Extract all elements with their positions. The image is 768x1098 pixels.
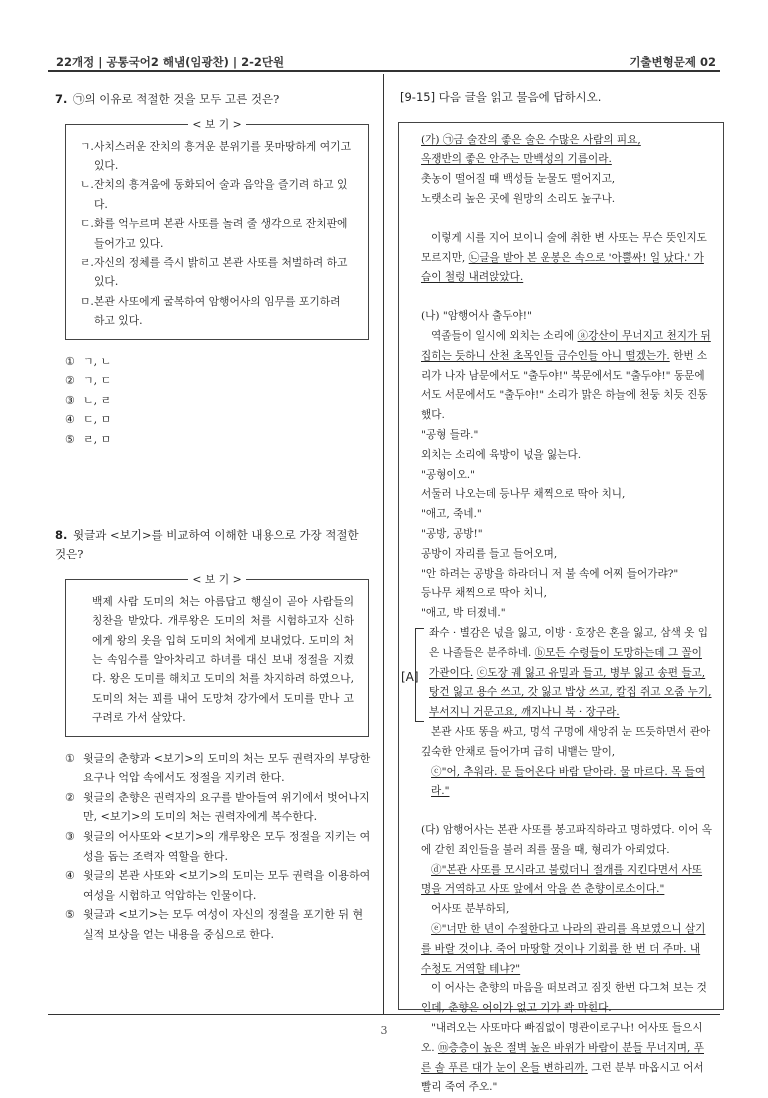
answer-choice[interactable]	[65, 905, 371, 944]
dialogue-line: "애고, 죽네."	[421, 508, 482, 521]
choice-number: ⑤	[65, 908, 75, 922]
question-7	[55, 90, 371, 450]
answer-choice[interactable]	[65, 866, 371, 905]
bogi-item-mark: ㄱ.	[80, 139, 94, 153]
choice-number: ②	[65, 790, 75, 804]
passage-paragraph	[421, 229, 713, 288]
passage-paragraph: 어사또 분부하되,	[431, 903, 510, 916]
bracket-a-line	[415, 628, 424, 722]
bogi-item-text: 화를 억누르며 본관 사또를 놀려 줄 생각으로 잔치판에 들어가고 있다.	[94, 217, 348, 250]
bogi-item	[80, 137, 354, 176]
choice-number: ④	[65, 869, 75, 883]
passage-paragraph: 이 어사는 춘향의 마음을 떠보려고 짐짓 한번 다그쳐 보는 것인데, 춘향은 어이가 없고 기가 콱 막힌다.	[421, 982, 707, 1015]
question-7-choices	[65, 352, 371, 450]
answer-choice[interactable]	[65, 430, 371, 450]
question-8-title	[55, 526, 371, 565]
question-7-bogi-box	[65, 117, 369, 340]
question-8-bogi-box	[65, 572, 369, 737]
passage-box	[398, 122, 724, 1094]
bogi-label: < 보 기 >	[188, 573, 245, 586]
choice-text: ㄹ, ㅁ	[83, 433, 112, 447]
passage-underlined-text: ⓜ층층이 높은 절벽 높은 바위가 바람이 분들 무너지며, 푸른 솔 푸른 대가 눈이 온들 변하리까.	[421, 1041, 705, 1074]
question-8-choices	[65, 749, 371, 945]
choice-text: ㄷ, ㅁ	[83, 413, 112, 427]
bogi-item	[80, 253, 354, 292]
dialogue-line: 서둘러 나오는데 등나무 채찍으로 딱아 치니,	[421, 488, 626, 501]
answer-choice[interactable]	[65, 352, 371, 372]
choice-number: ①	[65, 354, 75, 368]
passage-section-ga	[421, 131, 713, 289]
choice-text: 윗글과 <보기>는 모두 여성이 자신의 정절을 포기한 뒤 현실적 보상을 얻는 내용을 중심으로 한다.	[83, 908, 364, 941]
bogi-item-mark: ㅁ.	[80, 294, 94, 308]
choice-text: 윗글의 본관 사또와 <보기>의 도미는 모두 권력을 이용하여 여성을 시험하고 억압하는 인물이다.	[83, 869, 371, 902]
dialogue-line: 외치는 소리에 육방이 넋을 잃는다.	[421, 448, 582, 461]
choice-text: 윗글의 춘향과 <보기>의 도미의 처는 모두 권력자의 부당한 요구나 억압 속에서도 정절을 지키려 한다.	[83, 751, 371, 785]
passage-underlined-text: ⓑ모든 수령들이 도망하는데 그 꼴이 가관이다.	[429, 646, 702, 679]
bogi-item-text: 자신의 정체를 즉시 밝히고 본관 사또를 처벌하려 하고 있다.	[94, 256, 348, 289]
passage-text: 그런 분부 마옵시고 어서 빨리 죽여 주오."	[421, 1061, 704, 1094]
bogi-item-mark: ㄹ.	[80, 256, 94, 270]
dialogue-line: "공형 들라."	[421, 428, 479, 441]
bogi-item	[80, 214, 354, 253]
choice-number: ②	[65, 374, 75, 388]
choice-number: ③	[65, 393, 75, 407]
answer-choice[interactable]	[65, 391, 371, 411]
poem-line: 촛농이 떨어질 때 백성들 눈물도 떨어지고,	[421, 173, 616, 186]
poem-line: 노랫소리 높은 곳에 원망의 소리도 높구나.	[421, 192, 616, 205]
question-7-text: ㉠의 이유로 적절한 것을 모두 고른 것은?	[73, 92, 280, 106]
passage-underlined-text: ㉡글을 받아 본 운봉은 속으로 '아뿔싸! 일 났다.' 가슴이 철렁 내려앉았다.	[421, 251, 704, 284]
choice-text: ㄱ, ㄴ	[83, 354, 112, 368]
passage-paragraph	[421, 1019, 713, 1098]
choice-number: ⑤	[65, 433, 75, 447]
passage-paragraph: (다) 암행어사는 본관 사또를 봉고파직하라고 명하였다. 이어 옥에 갇힌 죄인들을 불러 죄를 물을 때, 형리가 아뢰었다.	[421, 824, 713, 856]
question-8-number: 8.	[55, 527, 68, 542]
passage-underlined-text: ⓐ강산이 무너지고 천지가 뒤집히는 듯하니 산천 초목인들 금수인들 아니 떨겠는가.	[421, 329, 711, 362]
bogi-item-text: 잔치의 흥겨움에 동화되어 술과 음악을 즐기려 하고 있다.	[94, 178, 348, 211]
question-7-number: 7.	[55, 92, 68, 106]
bogi-item-text: 사치스러운 잔치의 흥겨운 분위기를 못마땅하게 여기고 있다.	[94, 139, 352, 172]
passage-paragraph: 본관 사또 똥을 싸고, 멍석 구멍에 새앙쥐 눈 뜨듯하면서 관아 깊숙한 안채로 들어가며 급히 내뱉는 말이,	[421, 725, 711, 758]
page-header	[48, 44, 720, 72]
choice-number: ①	[65, 751, 75, 765]
bogi-item-text: 본관 사또에게 굴복하여 암행어사의 임무를 포기하려 하고 있다.	[94, 294, 341, 328]
passage-text: 역졸들이 일시에 외치는 소리에	[431, 329, 578, 342]
passage-underlined-text: ⓓ"본관 사또를 모시라고 불렀더니 절개를 지킨다면서 사또 명을 거역하고 사또 앞에서 악을 쓴 춘향이로소이다."	[421, 863, 703, 896]
passage-paragraph	[421, 327, 713, 426]
passage-paragraph	[421, 624, 713, 723]
bogi-item	[80, 175, 354, 214]
answer-choice[interactable]	[65, 371, 371, 391]
choice-number: ③	[65, 830, 75, 844]
passage-section-title: (나) "암행어사 출두야!"	[421, 310, 532, 323]
passage-text: 좌수 · 별감은 넋을 잃고, 이방 · 호장은 혼을 잃고, 삼색 옷 입은 나졸들은 분주하네.	[429, 626, 709, 659]
poem-line: (가) ㉠금 술잔의 좋은 술은 수많은 사람의 피요,	[421, 133, 641, 146]
passage-underlined-text: ⓒ도장 궤 잃고 유밀과 들고, 병부 잃고 송편 들고, 탕건 잃고 용수 쓰고, 갓 잃고 밥상 쓰고, 칼집 쥐고 오줌 누기, 부서지니 거문고요, 깨지나니 북 · 장구라.	[429, 666, 712, 719]
answer-choice[interactable]	[65, 827, 371, 866]
dialogue-line: "공방, 공방!"	[421, 527, 483, 540]
bogi-paragraph: 백제 사람 도미의 처는 아름답고 행실이 곧아 사람들의 칭찬을 받았다. 개루왕은 도미의 처를 시험하고자 신하에게 왕의 옷을 입혀 도미의 처에게 보내었다. 도미의 처는 속임수를 알아차리고 하녀를 대신 보내 정절을 지켰다. 왕은 도미를 해치고 도미의 처를 차지하려 하였으나, 도미의 처는 꾀를 내어 도망쳐 강가에서 도미를 만나 고구려로 가서 살았다.	[92, 594, 354, 725]
header-doc-title: 기출변형문제 02	[629, 55, 716, 69]
choice-text: 윗글의 어사또와 <보기>의 개루왕은 모두 정절을 지키는 여성을 돕는 조력자 역할을 한다.	[83, 830, 371, 863]
passage-heading: [9-15] 다음 글을 읽고 물음에 답하시오.	[400, 90, 602, 104]
passage-section-na	[401, 307, 713, 802]
dialogue-line: "공형이오."	[421, 468, 476, 481]
left-column	[55, 90, 371, 945]
dialogue-line: 공방이 자리를 들고 들어오며,	[421, 547, 558, 560]
question-8-text: 윗글과 <보기>를 비교하여 이해한 내용으로 가장 적절한 것은?	[55, 527, 359, 562]
column-divider	[383, 74, 384, 1014]
choice-text: ㄱ, ㄷ	[83, 374, 112, 388]
bogi-item	[80, 292, 354, 331]
question-8	[55, 526, 371, 945]
passage-underlined-text: ⓒ"어, 추워라. 문 들어온다 바람 닫아라. 물 마르다. 목 들여라."	[431, 765, 706, 798]
passage-text: 이렇게 시를 지어 보이니 술에 취한 변 사또는 무슨 뜻인지도 모르지만,	[421, 231, 707, 264]
bracket-a-label: [A]	[401, 669, 419, 684]
question-7-title	[55, 90, 371, 110]
bracket-a-section	[401, 624, 713, 723]
answer-choice[interactable]	[65, 749, 371, 788]
dialogue-line: 등나무 채찍으로 딱아 치니,	[421, 587, 548, 600]
bogi-item-mark: ㄷ.	[80, 217, 94, 231]
choice-number: ④	[65, 413, 75, 427]
poem-line: 옥쟁반의 좋은 안주는 만백성의 기름이라.	[421, 153, 612, 166]
right-column	[396, 90, 724, 1094]
bogi-label: < 보 기 >	[188, 118, 245, 131]
passage-text: "내려오는 사또마다 빠짐없이 명관이로구나! 어사또 들으시오.	[421, 1022, 703, 1054]
bogi-item-mark: ㄴ.	[80, 178, 94, 192]
page-number: 3	[380, 1024, 388, 1037]
passage-text: 한번 소리가 나자 남문에서도 "출두야!" 북문에서도 "출두야!" 동문에서도 서문에서도 "출두야!" 소리가 맑은 하늘에 천둥 치듯 진동했다.	[421, 349, 708, 422]
header-course-info: 22개정 | 공통국어2 해냄(임광찬) | 2-2단원	[56, 55, 285, 69]
dialogue-line: "안 하려는 공방을 하라더니 저 불 속에 어찌 들어가랴?"	[421, 567, 679, 580]
dialogue-line: "애고, 박 터졌네."	[421, 607, 506, 620]
answer-choice[interactable]	[65, 788, 371, 827]
choice-text: 윗글의 춘향은 권력자의 요구를 받아들여 위기에서 벗어나지만, <보기>의 도미의 처는 권력자에게 복수한다.	[83, 790, 370, 824]
answer-choice[interactable]	[65, 410, 371, 430]
passage-underlined-text: ⓔ"너만 한 년이 수절한다고 나라의 관리를 욕보였으니 살기를 바랄 것이냐. 죽어 마땅할 것이나 기회를 한 번 더 주마. 내 수청도 거역할 테냐?"	[421, 923, 706, 975]
passage-section-da	[421, 821, 713, 1098]
choice-text: ㄴ, ㄹ	[83, 393, 112, 407]
